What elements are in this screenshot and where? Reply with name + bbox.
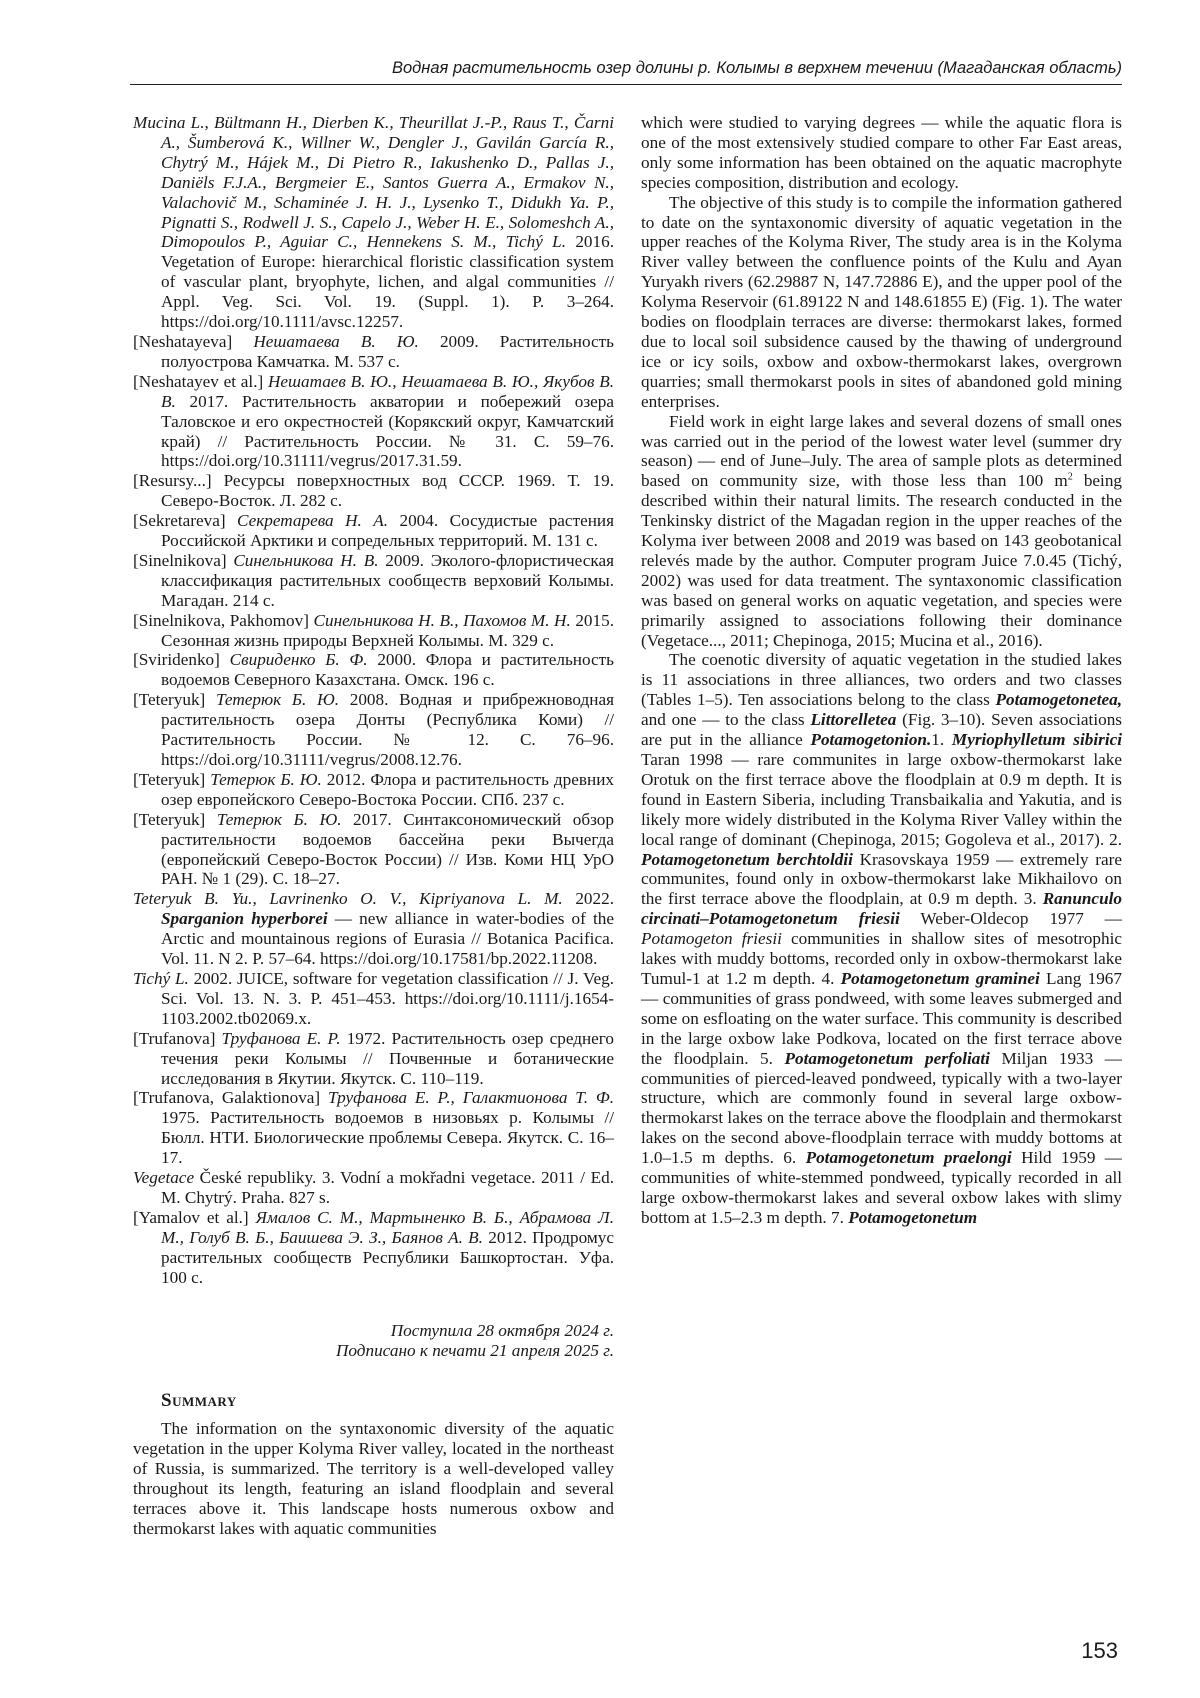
reference-tag: [Teteryuk]	[133, 769, 211, 789]
reference-tag: [Resursy...]	[133, 471, 224, 491]
paragraph-text: Taran 1998 — rare communites in large oxbow-thermokarst lake Orotuk on the first terrace above the floodplain at 0.9 m depth. It is found in Eastern Siberia, including Transbaikalia and Yakutia, and is likely more widely distributed in the Kolyma River Valley within the local range of dominant (Chepinoga, 2015; Gogoleva et al., 2017). 2.	[641, 750, 1122, 849]
reference-authors: Tichý L.	[133, 968, 189, 988]
syntaxon-name: Potamogetonetum graminei	[840, 968, 1040, 988]
reference-text: 2008. Водная и прибрежноводная растительность озера Донты (Республика Коми) // Растительность России. № 12. С. 76–96. https://doi.org/10.31111/vegrus/2008.12.76.	[161, 690, 614, 769]
reference-tag: [Sviridenko]	[133, 650, 230, 670]
reference-text: 1972. Растительность озер среднего течения реки Колымы // Почвенные и ботанические исследования в Якутии. Якутск. С. 110–119.	[161, 1028, 615, 1088]
reference-authors: Труфанова Е. Р.	[221, 1028, 341, 1048]
reference-item	[133, 690, 614, 770]
summary-paragraph-1: The information on the syntaxonomic diversity of the aquatic vegetation in the upper Kolyma River valley, located in the northeast of Russia, is summarized. The territory is a well-developed valley throughout its length, featuring an island floodplain and several terraces above it. This landscape hosts numerous oxbow and thermokarst lakes with aquatic communities	[133, 1419, 614, 1538]
reference-authors: Ямалов С. М., Мартыненко В. Б., Абрамова Л. М., Голуб В. Б., Баишева Э. З., Баянов А. В.	[161, 1207, 614, 1247]
reference-text: 2012. Продромус растительных сообществ Республики Башкортостан. Уфа. 100 с.	[161, 1227, 614, 1287]
reference-tag: [Teteryuk]	[133, 809, 217, 829]
reference-authors: Синельникова Н. В., Пахомов М. Н.	[313, 610, 571, 630]
paragraph-text: Lang 1967 — communities of grass pondweed, with some leaves submerged and some on esfloating on the water surface. This community is described in the large oxbow lake Podkova, located on the first terrace above the floodplain. 5.	[641, 968, 1122, 1068]
reference-authors: Тетерюк Б. Ю.	[216, 809, 342, 829]
syntaxon-name: Littorelletea	[810, 710, 897, 730]
reference-item	[133, 969, 614, 1029]
paragraph-text: communities in shallow sites of mesotrophic lakes with muddy bottoms, recorded only in oxbow-thermokarst lake Tumul-1 at 1.2 m depth. 4.	[641, 929, 1122, 988]
reference-authors: Секретарева Н. А.	[237, 511, 389, 531]
running-title: Водная растительность озер долины р. Колымы в верхнем течении (Магаданская область)	[391, 59, 1122, 77]
syntaxon-name: Myriophylletum sibirici	[951, 730, 1122, 750]
reference-authors: Труфанова Е. Р., Галактионова Т. Ф.	[328, 1088, 615, 1108]
reference-text: 2012. Флора и растительность древних озер европейского Северо-Востока России. СПб. 237 с.	[161, 769, 614, 809]
reference-item	[133, 113, 614, 332]
received-dates	[133, 1321, 614, 1361]
signed-date: Подписано к печати 21 апреля 2025 г.	[336, 1341, 614, 1361]
summary-paragraph-3	[641, 412, 1122, 651]
syntaxon-name: Potamogetonetum berchtoldii	[641, 849, 853, 869]
left-column	[133, 113, 614, 1539]
reference-item	[133, 1168, 614, 1208]
p3-text-b: being described within their natural limits. The research conducted in the Tenkinsky district of the Magadan region in the upper reaches of the Kolyma iver between 2008 and 2019 was based on 143 geobotanical relevés made by the author. Computer program Juice 7.0.45 (Tichý, 2002) was used for data treatment. The syntaxonomic classification was based on general works on aquatic vegetation, and species were primarily assigned to associations following their dominance (Vegetace..., 2011; Chepinoga, 2015; Mucina et al., 2016).	[641, 471, 1123, 650]
reference-text: 2015. Сезонная жизнь природы Верхней Колымы. М. 329 с.	[161, 610, 614, 650]
reference-text: 2009. Эколого-флористическая классификация растительных сообществ верховий Колымы. Магадан. 214 с.	[161, 550, 614, 610]
reference-item	[133, 551, 614, 611]
reference-authors: Тетерюк Б. Ю.	[216, 690, 340, 710]
received-date: Поступила 28 октября 2024 г.	[390, 1321, 614, 1341]
reference-tag: [Neshatayev et al.]	[133, 371, 268, 391]
summary-paragraph-1-continued: which were studied to varying degrees — while the aquatic flora is one of the most extensively studied compare to other Far East areas, only some information has been obtained on the aquatic macrophyte species composition, distribution and ecology.	[641, 113, 1122, 192]
reference-item	[133, 810, 614, 890]
syntaxon-name: Ranunculo circinati–Potamogetonetum friesii	[641, 889, 1122, 929]
reference-tag: [Sinelnikova]	[133, 550, 234, 570]
p3-superscript: 2	[1067, 471, 1073, 483]
reference-tag: [Sekretareva]	[133, 511, 238, 531]
paragraph-text: Hild 1959 — communities of white-stemmed pondweed, typically recorded in all large oxbow-thermokarst lakes and several oxbow lakes with slimy bottom at 1.5–2.3 m depth. 7.	[641, 1148, 1122, 1227]
syntaxon-name: Potamogetonion.	[810, 730, 932, 750]
reference-item	[133, 511, 614, 551]
reference-text: 1975. Растительность водоемов в низовьях р. Колымы // Бюлл. НТИ. Биологические проблемы Севера. Якутск. С. 16–17.	[161, 1108, 614, 1168]
reference-tag: [Trufanova, Galaktionova]	[133, 1088, 329, 1108]
summary-paragraph-2: The objective of this study is to compile the information gathered to date on the syntaxonomic diversity of aquatic vegetation in the upper reaches of the Kolyma River, The study area is in the Kolyma River valley between the confluence points of the Kulu and Ayan Yuryakh rivers (62.29887 N, 147.72886 E), and the upper pool of the Kolyma Reservoir (61.89122 N and 148.61855 E) (Fig. 1). The water bodies on floodplain terraces are diverse: thermokarst lakes, formed due to local soil subsidence caused by the thawing of underground ice or icy soils, oxbow and oxbow-thermokarst lakes, overgrown quarries; small thermokarst pools in sites of abandoned gold mining enterprises.	[641, 192, 1122, 411]
reference-tag: [Neshatayeva]	[133, 331, 254, 351]
summary-heading: Summary	[161, 1390, 237, 1412]
reference-text: 2016. Vegetation of Europe: hierarchical floristic classification system of vascular plant, bryophyte, lichen, and algal communities // Appl. Veg. Sci. Vol. 19. (Suppl. 1). P. 3–264. https://doi.org/10.1111/avsc.12257.	[161, 232, 614, 332]
reference-tag: [Trufanova]	[133, 1028, 222, 1048]
paragraph-text: (Fig. 3–10). Seven associations are put in the alliance	[641, 710, 1122, 750]
reference-item	[133, 1208, 614, 1288]
reference-text: 2009. Растительность полуострова Камчатка. М. 537 с.	[161, 331, 615, 371]
reference-item	[133, 471, 614, 511]
reference-text: 2017. Растительность акватории и побережий озера Таловское и его окрестностей (Корякский округ, Камчатский край) // Растительность России. № 31. С. 59–76. https://doi.org/10.31111/vegrus/2017.31.59.	[161, 391, 614, 471]
reference-text: Ресурсы поверхностных вод СССР. 1969. Т. 19. Северо-Восток. Л. 282 с.	[161, 471, 614, 511]
reference-text: České republiky. 3. Vodní a mokřadni vegetace. 2011 / Ed. M. Chytrý. Praha. 827 s.	[161, 1168, 614, 1207]
p3-text-a: Field work in eight large lakes and several dozens of small ones was carried out in the period of the lowest water level (summer dry season) — end of June–July. The area of sample plots as determined based on community size, with those less than 100 m	[641, 411, 1122, 491]
reference-item	[133, 332, 614, 372]
paragraph-text: 1.	[931, 730, 952, 750]
paragraph-text: Weber-Oldecop 1977 —	[899, 909, 1122, 929]
reference-authors: Нешатаев В. Ю., Нешатаева В. Ю., Якубов В. В.	[161, 371, 614, 411]
reference-authors: Тетерюк Б. Ю.	[210, 769, 322, 789]
species-name: Potamogeton friesii	[641, 929, 782, 949]
paragraph-text: and one — to the class	[641, 710, 811, 730]
reference-text: 2002. JUICE, software for vegetation classification // J. Veg. Sci. Vol. 13. N. 3. P. 451–453. https://doi.org/10.1111/j.1654-1103.2002.tb02069.x.	[161, 968, 614, 1028]
page-number: 153	[1081, 1638, 1118, 1663]
reference-text-cont: — new alliance in water-bodies of the Arctic and mountainous regions of Eurasia // Botanica Pacifica. Vol. 11. N 2. P. 57–64. https://doi.org/10.17581/bp.2022.11208.	[161, 909, 614, 969]
reference-text: 2017. Синтаксономический обзор растительности водоемов бассейна реки Вычегда (европейский Северо-Восток России) // Изв. Коми НЦ УрО РАН. № 1 (29). С. 18–27.	[161, 809, 614, 889]
syntaxon-name: Potamogetonetum	[848, 1207, 978, 1227]
reference-text: 2022.	[562, 889, 614, 909]
reference-text: 2004. Сосудистые растения Российской Арктики и сопредельных территорий. М. 131 с.	[161, 511, 615, 551]
reference-authors: Нешатаева В. Ю.	[253, 331, 419, 351]
reference-item	[133, 889, 614, 969]
reference-item	[133, 611, 614, 651]
paragraph-text: Krasovskaya 1959 — extremely rare communites, found only in oxbow-thermokarst lake Mikhailovo on the first terrace above the floodplain, at 0.9 m depth. 3.	[641, 849, 1122, 909]
syntaxon-name: Potamogetonetea,	[995, 690, 1122, 710]
paragraph-text: The coenotic diversity of aquatic vegetation in the studied lakes is 11 associations in three alliances, two orders and two classes (Tables 1–5). Ten associations belong to the class	[641, 650, 1122, 710]
reference-item	[133, 1088, 614, 1168]
reference-taxon: Sparganion hyperborei	[161, 909, 328, 929]
running-header	[130, 54, 1122, 85]
reference-text: 2000. Флора и растительность водоемов Северного Казахстана. Омск. 196 с.	[161, 650, 614, 690]
reference-authors: Mucina L., Bültmann H., Dierben K., Theurillat J.-P., Raus T., Čarni A., Šumberová K., Willner W., Dengler J., Gavilán García R., Chytrý M., Hájek M., Di Pietro R., Iakushenko D., Pallas J., Daniëls F.J.A., Bergmeier E., Santos Guerra A., Ermakov N., Valachovič M., Schaminée J. H. J., Lysenko T., Didukh Ya. P., Pignatti S., Rodwell J. S., Capelo J., Weber H. E., Solomeshch A., Dimopoulos P., Aguiar C., Hennekens S. M., Tichý L.	[133, 113, 614, 252]
summary-paragraph-4	[641, 650, 1122, 1227]
syntaxon-name: Potamogetonetum perfoliati	[784, 1048, 990, 1068]
reference-tag: [Yamalov et al.]	[133, 1207, 256, 1227]
right-column	[641, 113, 1122, 1228]
reference-item	[133, 650, 614, 690]
reference-tag: [Teteryuk]	[133, 690, 216, 710]
reference-authors: Teteryuk B. Yu., Lavrinenko O. V., Kipriyanova L. M.	[133, 889, 563, 909]
reference-authors: Синельникова Н. В.	[233, 550, 379, 570]
reference-item	[133, 372, 614, 472]
syntaxon-name: Potamogetonetum praelongi	[805, 1148, 1012, 1168]
reference-list	[133, 113, 614, 1287]
reference-tag: [Sinelnikova, Pakhomov]	[133, 610, 314, 630]
reference-authors: Свириденко Б. Ф.	[229, 650, 368, 670]
reference-item	[133, 1029, 614, 1089]
reference-authors: Vegetace	[133, 1168, 195, 1188]
paragraph-text: Miljan 1933 — communities of pierced-leaved pondweed, typically with a two-layer structure, which are commonly found in several large oxbow-thermokarst lakes on the terrace above the floodplain and thermokarst lakes on the second above-floodplain terrace with muddy bottoms at 1.0–1.5 m depths. 6.	[641, 1048, 1122, 1168]
reference-item	[133, 770, 614, 810]
